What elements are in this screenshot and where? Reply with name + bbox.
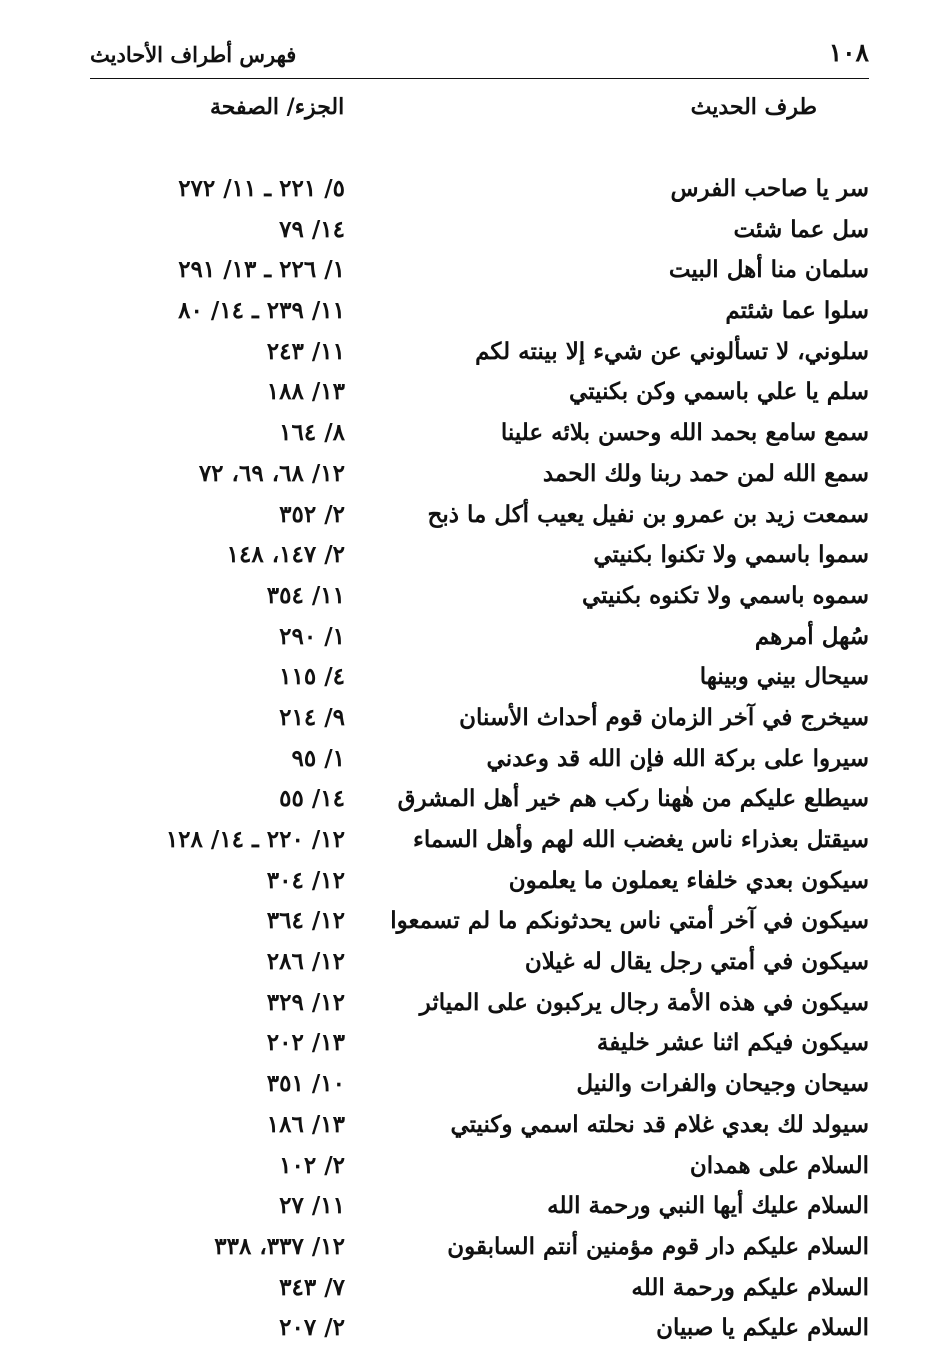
- hadith-text: سلمان منا أهل البيت: [668, 256, 869, 284]
- hadith-text: سر يا صاحب الفرس: [670, 175, 869, 202]
- index-entry: [150, 538, 869, 579]
- index-entry: [150, 416, 869, 457]
- hadith-text: سلوا عما شئتم: [725, 297, 869, 325]
- book-title: فهرس أطراف الأحاديث: [90, 42, 297, 67]
- index-entry: [150, 864, 869, 905]
- hadith-text: سُهل أمرهم: [754, 622, 869, 650]
- volume-page-reference: ١٢/ ٢٢٠ ـ ١٤/ ١٢٨: [165, 826, 345, 853]
- hadith-text: سمعت زيد بن عمرو بن نفيل يعيب أكل ما ذبح: [427, 500, 869, 528]
- hadith-text: سيحان وجيحان والفرات والنيل: [576, 1070, 869, 1098]
- volume-page-reference: ٧/ ٣٤٣: [279, 1273, 345, 1301]
- volume-page-reference: ١٢/ ٣٦٤: [266, 907, 345, 935]
- volume-page-reference: ١/ ٩٥: [291, 744, 345, 772]
- index-entry: [150, 457, 869, 498]
- hadith-text: سيخرج في آخر الزمان قوم أحداث الأسنان: [459, 703, 869, 731]
- hadith-index-list: [150, 172, 869, 1352]
- volume-page-reference: ١١/ ٢٧: [279, 1192, 345, 1220]
- index-entry: [150, 660, 869, 701]
- volume-page-reference: ١٣/ ١٨٨: [266, 378, 345, 406]
- volume-page-reference: ١٤/ ٥٥: [279, 785, 345, 813]
- running-head: [90, 38, 869, 79]
- hadith-text: السلام عليك أيها النبي ورحمة الله: [547, 1192, 869, 1220]
- index-entry: [150, 375, 869, 416]
- index-entry: [150, 742, 869, 783]
- volume-page-reference: ١٣/ ١٨٦: [266, 1110, 345, 1138]
- index-entry: [150, 1189, 869, 1230]
- index-entry: [150, 1067, 869, 1108]
- volume-page-reference: ٩/ ٢١٤: [279, 703, 345, 731]
- hadith-text: السلام عليكم دار قوم مؤمنين أنتم السابقون: [447, 1232, 869, 1260]
- hadith-text: سيكون بعدي خلفاء يعملون ما يعلمون: [508, 866, 869, 894]
- index-entry: [150, 1311, 869, 1352]
- volume-page-reference: ٥/ ٢٢١ ـ ١١/ ٢٧٢: [178, 175, 345, 202]
- index-entry: [150, 1230, 869, 1271]
- volume-page-reference: ١/ ٢٢٦ ـ ١٣/ ٢٩١: [178, 256, 345, 284]
- volume-page-reference: ١٢/ ٣٢٩: [266, 988, 345, 1016]
- volume-page-reference: ١٠/ ٣٥١: [266, 1070, 345, 1098]
- index-entry: [150, 172, 869, 213]
- index-entry: [150, 945, 869, 986]
- index-entry: [150, 620, 869, 661]
- volume-page-reference: ١١/ ٢٤٣: [266, 337, 345, 365]
- volume-page-reference: ١٣/ ٢٠٢: [266, 1029, 345, 1057]
- index-entry: [150, 498, 869, 539]
- index-entry: [150, 1271, 869, 1312]
- column-header-hadith: طرف الحديث: [690, 94, 817, 120]
- index-entry: [150, 701, 869, 742]
- hadith-text: سيولد لك بعدي غلام قد نحلته اسمي وكنيتي: [450, 1110, 869, 1138]
- volume-page-reference: ٤/ ١١٥: [279, 663, 345, 691]
- hadith-text: سيحال بيني وبينها: [699, 663, 869, 691]
- hadith-text: السلام على همدان: [689, 1151, 869, 1179]
- hadith-text: السلام عليكم يا صبيان: [656, 1314, 869, 1342]
- index-entry: [150, 986, 869, 1027]
- volume-page-reference: ١٤/ ٧٩: [279, 215, 345, 243]
- volume-page-reference: ١٢/ ٢٨٦: [266, 948, 345, 976]
- index-entry: [150, 253, 869, 294]
- volume-page-reference: ١٢/ ٣٣٧، ٣٣٨: [214, 1232, 345, 1260]
- volume-page-reference: ٢/ ١٠٢: [279, 1151, 345, 1179]
- hadith-text: سيكون في هذه الأمة رجال يركبون على المياثر: [419, 988, 869, 1016]
- hadith-text: سمع سامع بحمد الله وحسن بلائه علينا: [500, 419, 869, 447]
- hadith-text: سيكون في آخر أمتي ناس يحدثونكم ما لم تسمعوا: [390, 907, 869, 935]
- volume-page-reference: ٢/ ١٤٧، ١٤٨: [226, 541, 345, 569]
- hadith-text: سيطلع عليكم من هٰهنا ركب هم خير أهل المشرق: [397, 785, 869, 813]
- index-entry: [150, 294, 869, 335]
- hadith-text: السلام عليكم ورحمة الله: [631, 1273, 869, 1301]
- index-entry: [150, 579, 869, 620]
- index-entry: [150, 335, 869, 376]
- hadith-text: سلوني، لا تسألوني عن شيء إلا بينته لكم: [475, 337, 869, 365]
- index-entry: [150, 213, 869, 254]
- index-entry: [150, 782, 869, 823]
- volume-page-reference: ١٢/ ٦٨، ٦٩، ٧٢: [198, 459, 345, 487]
- hadith-text: سل عما شئت: [733, 215, 869, 243]
- hadith-text: سيكون في أمتي رجل يقال له غيلان: [524, 948, 869, 976]
- column-header-reference: الجزء/ الصفحة: [210, 94, 345, 120]
- volume-page-reference: ١/ ٢٩٠: [279, 622, 345, 650]
- volume-page-reference: ١٢/ ٣٠٤: [266, 866, 345, 894]
- index-entry: [150, 1026, 869, 1067]
- page-number: ١٠٨: [828, 38, 869, 67]
- hadith-text: سيروا على بركة الله فإن الله قد وعدني: [486, 744, 869, 772]
- volume-page-reference: ٨/ ١٦٤: [279, 419, 345, 447]
- hadith-text: سموه باسمي ولا تكنوه بكنيتي: [582, 581, 869, 609]
- hadith-text: سيقتل بعذراء ناس يغضب الله لهم وأهل السماء: [413, 826, 869, 853]
- index-entry: [150, 823, 869, 864]
- hadith-text: سلم يا علي باسمي وكن بكنيتي: [569, 378, 869, 406]
- hadith-text: سيكون فيكم اثنا عشر خليفة: [596, 1029, 869, 1057]
- volume-page-reference: ٢/ ٣٥٢: [279, 500, 345, 528]
- volume-page-reference: ١١/ ٢٣٩ ـ ١٤/ ٨٠: [178, 297, 345, 325]
- index-entry: [150, 1108, 869, 1149]
- hadith-text: سموا باسمي ولا تكنوا بكنيتي: [593, 541, 869, 569]
- volume-page-reference: ١١/ ٣٥٤: [266, 581, 345, 609]
- index-entry: [150, 904, 869, 945]
- hadith-text: سمع الله لمن حمد ربنا ولك الحمد: [542, 459, 869, 487]
- volume-page-reference: ٢/ ٢٠٧: [279, 1314, 345, 1342]
- index-entry: [150, 1149, 869, 1190]
